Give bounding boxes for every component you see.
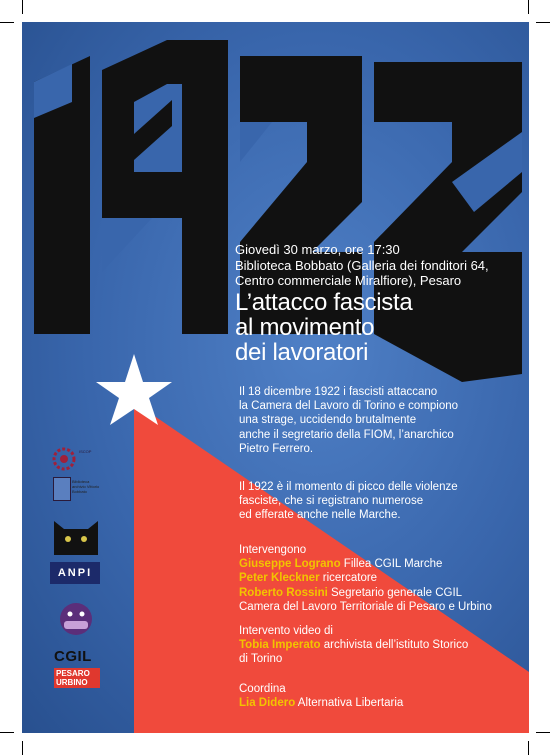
intro-line: una strage, uccidendo brutalmente <box>239 414 417 427</box>
intro-line: fasciste, che si registrano numerose <box>239 495 424 508</box>
event-title-line2: al movimento <box>235 314 375 341</box>
crop-mark <box>536 732 550 733</box>
crop-mark <box>0 22 14 23</box>
intro-line: anche il segretario della FIOM, l’anarchico <box>239 428 454 441</box>
speaker-row <box>239 571 492 585</box>
black-cat-icon <box>50 515 102 555</box>
event-info <box>235 242 489 289</box>
speaker-extra-line: Camera del Lavoro Territoriale di Pesaro e Urbino <box>239 600 492 613</box>
mask-icon <box>56 597 96 637</box>
cgil-pesaro: PESARO <box>56 669 90 678</box>
cgil-pesaro-box <box>54 668 100 688</box>
video-heading: Intervento video di <box>239 625 333 637</box>
video-speaker-name: Tobia Imperato <box>239 639 321 652</box>
mask-logo <box>56 597 96 637</box>
iscop-icon <box>52 447 76 471</box>
crop-mark <box>0 732 14 733</box>
intro-paragraph-1 <box>239 385 458 456</box>
speaker-name: Roberto Rossini <box>239 586 328 599</box>
intro-line: Pietro Ferrero. <box>239 442 314 455</box>
speaker-role: Fillea CGIL Marche <box>343 558 443 571</box>
black-cat-logo <box>50 515 102 555</box>
crop-mark <box>22 0 23 14</box>
speakers-heading: Intervengono <box>239 544 307 556</box>
moderator-row <box>239 696 403 710</box>
speaker-name: Giuseppe Lograno <box>239 558 341 571</box>
numeral-9-cut <box>102 218 152 272</box>
speaker-role: ricercatore <box>322 572 378 585</box>
iscop-logo <box>52 447 76 471</box>
event-title-line3: dei lavoratori <box>235 339 369 366</box>
video-speaker-role: archivista dell’istituto Storico <box>323 639 469 652</box>
moderator-name: Lia Didero <box>239 697 296 710</box>
anpi-logo: ANPI <box>50 562 100 584</box>
intro-line: Il 18 dicembre 1922 i fascisti attaccano <box>239 386 438 398</box>
intro-line: ed efferate anche nelle Marche. <box>239 509 401 522</box>
cgil-label: CGIL <box>54 648 92 665</box>
intro-line: la Camera del Lavoro di Torino e compiono <box>239 400 459 413</box>
event-venue-line2: Centro commerciale Miralfiore), Pesaro <box>235 273 462 289</box>
numeral-9-shape <box>102 40 228 334</box>
event-title <box>235 290 412 365</box>
speaker-row <box>239 586 492 600</box>
iscop-label: ISCOP <box>79 449 92 454</box>
cgil-logo <box>54 648 100 688</box>
moderator-section <box>239 682 403 710</box>
speakers-section <box>239 543 492 614</box>
moderator-heading: Coordina <box>239 683 286 695</box>
speaker-name: Peter Kleckner <box>239 572 320 585</box>
biblioteca-label: Biblioteca archivio Vittorio Bobbato <box>72 479 100 494</box>
event-venue-line1: Biblioteca Bobbato (Galleria dei fonditori 64, <box>235 257 489 273</box>
intro-line: Il 1922 è il momento di picco delle violenze <box>239 481 458 493</box>
speaker-row <box>239 557 492 571</box>
video-section <box>239 624 468 667</box>
crop-mark <box>528 741 529 755</box>
crop-mark <box>536 22 550 23</box>
video-row <box>239 638 468 652</box>
video-speaker-role-line2: di Torino <box>239 653 283 666</box>
poster <box>22 22 529 733</box>
biblioteca-logo <box>53 477 71 501</box>
event-title-line1: L’attacco fascista <box>235 289 413 316</box>
crop-mark <box>528 0 529 14</box>
crop-mark <box>22 741 23 755</box>
speaker-role: Segretario generale CGIL <box>331 586 463 599</box>
intro-paragraph-2 <box>239 480 458 523</box>
numeral-2a-cut <box>240 122 272 162</box>
event-datetime: Giovedì 30 marzo, ore 17:30 <box>235 242 400 257</box>
moderator-role: Alternativa Libertaria <box>297 697 404 710</box>
cgil-urbino: URBINO <box>56 678 88 687</box>
